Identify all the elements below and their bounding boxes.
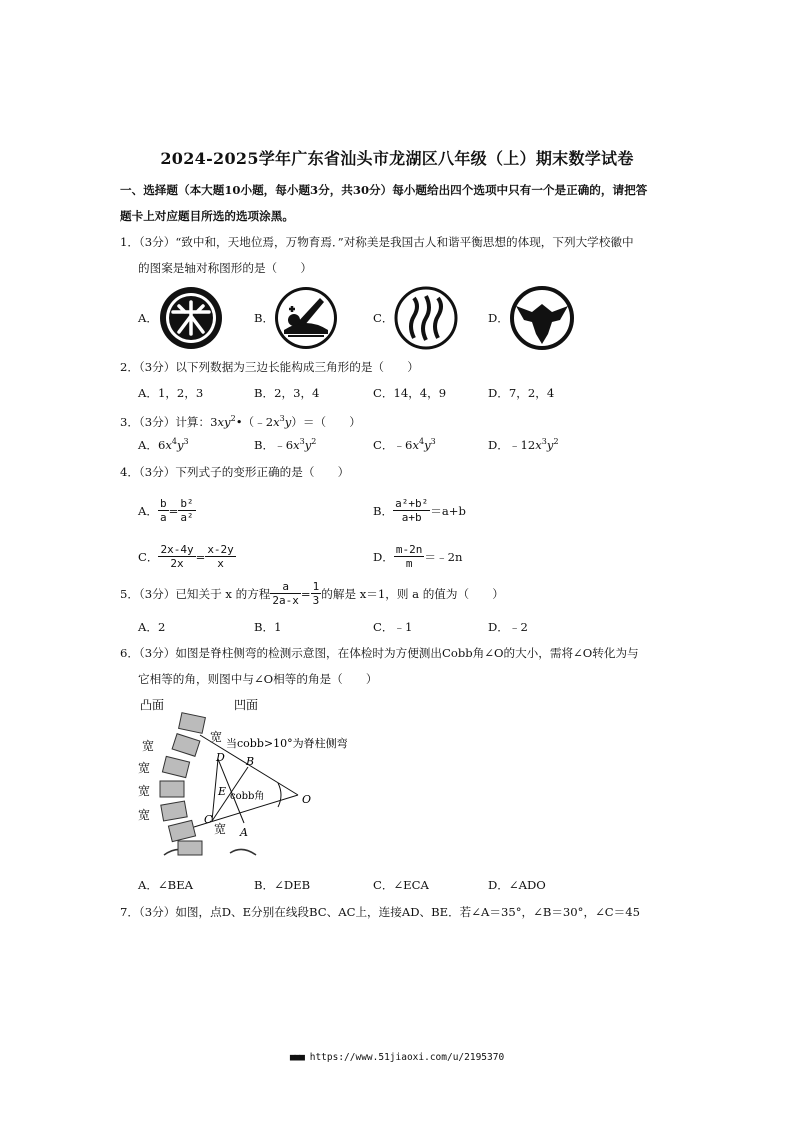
section-line-2: 题卡上对应题目所选的选项涂黑。 [120, 209, 294, 223]
q2-option-c: C．14，4，9 [373, 386, 447, 400]
torch-emblem-icon [274, 286, 338, 350]
q5-option-c: C．﹣1 [373, 620, 413, 634]
vertebra [168, 820, 195, 841]
q4-option-d: D． $\frac{m-2n}{m}$ ＝﹣2n [373, 543, 463, 570]
q6-option-a: A．∠BEA [138, 878, 194, 892]
section-heading [120, 177, 680, 229]
point-c: C [204, 813, 213, 826]
q6-option-b: B．∠DEB [254, 878, 311, 892]
question-2-stem: 2．（3分）以下列数据为三边长能构成三角形的是（ ） [120, 360, 419, 374]
figure-label-wide: 宽 [142, 739, 155, 753]
q3-option-b: B．$﹣6x^3y^2$ [254, 437, 317, 452]
point-a: A [240, 826, 248, 839]
svg-text:宽: 宽 [214, 822, 227, 836]
question-4-stem: 4．（3分）下列式子的变形正确的是（ ） [120, 465, 350, 479]
question-5-stem: 5．（3分）已知关于 x 的方程 $\frac{a}{2a-x}$ = $\frac{1}{3}$ 的解是 x＝1，则 a 的值为（ ） [120, 580, 504, 607]
figure-note: 当cobb>10°为脊柱侧弯 [226, 737, 348, 750]
q2-option-d: D．7，2，4 [488, 386, 555, 400]
page-title: 2024-2025学年广东省汕头市龙湖区八年级（上）期末数学试卷 [160, 149, 634, 168]
question-3-stem: 3．（3分）计算：$3xy^2•(﹣2x^3y)=$（ ） [120, 414, 361, 429]
q6-option-c: C．∠ECA [373, 878, 429, 892]
q4-option-b: B． $\frac{\text{a²+b²}}{a+b}$ ＝a+b [373, 497, 466, 524]
q1-option-d-label: D． [488, 311, 509, 325]
question-7-stem: 7．（3分）如图，点D、E分别在线段BC、AC上，连接AD、BE．若∠A＝35°，∠B＝30°，∠C＝45 [120, 905, 641, 919]
footer-url: ■■■ https://www.51jiaoxi.com/u/2195370 [289, 1052, 505, 1063]
svg-text:宽: 宽 [138, 761, 151, 775]
question-6-line-1: 6．（3分）如图是脊柱侧弯的检测示意图，在体检时为方便测出Cobb角∠O的大小，需将∠O转化为与 [120, 646, 639, 660]
q5-option-b: B．1 [254, 620, 282, 634]
footer-link: https://www.51jiaoxi.com/u/2195370 [309, 1052, 505, 1063]
q2-option-b: B．2，3，4 [254, 386, 320, 400]
point-d: D [216, 751, 225, 764]
q3-option-c: C．$﹣6x^4y^3$ [373, 437, 436, 452]
vertebra [160, 781, 184, 797]
svg-text:宽: 宽 [138, 784, 151, 798]
flame-emblem-icon [394, 286, 458, 350]
q3-option-a: A．$6x^4y^3$ [138, 437, 189, 452]
point-e: E [218, 785, 227, 798]
point-b: B [246, 755, 255, 768]
figure-label-convex: 凸面 [140, 698, 165, 712]
q4-option-a: A． $\frac{b}{a}$ = $\frac{\text{b²}}{\text{a²}}$ [138, 497, 194, 524]
q5-option-d: D．﹣2 [488, 620, 528, 634]
spine-figure [138, 695, 358, 865]
q1-option-c-label: C． [373, 311, 394, 325]
vertebra [161, 801, 187, 821]
q1-option-a-label: A． [138, 311, 158, 325]
svg-text:宽: 宽 [138, 808, 151, 822]
point-o: O [302, 793, 312, 806]
figure-label-concave: 凹面 [234, 698, 259, 712]
cobb-angle-label: cobb角 [230, 791, 265, 802]
svg-text:宽: 宽 [210, 730, 223, 744]
q2-option-a: A．1，2，3 [138, 386, 204, 400]
vertebra [179, 713, 206, 734]
q1-option-b-label: B． [254, 311, 275, 325]
vertebra [178, 841, 202, 855]
question-6-stem [120, 640, 680, 692]
q5-option-a: A．2 [138, 620, 166, 634]
q3-option-d: D．$﹣12x^3y^2$ [488, 437, 559, 452]
question-1-line-1: 1．（3分）“致中和，天地位焉，万物育焉．”对称美是我国古人和谐平衡思想的体现，下列大学校徽中 [120, 235, 634, 249]
eagle-emblem-icon [510, 286, 574, 350]
q6-option-d: D．∠ADO [488, 878, 546, 892]
section-line-1: 一、选择题（本大题10小题，每小题3分，共30分）每小题给出四个选项中只有一个是正确的，请把答 [120, 183, 648, 197]
question-1-line-2: 的图案是轴对称图形的是（ ） [138, 261, 312, 275]
vertebra [172, 734, 200, 757]
question-6-line-2: 它相等的角，则图中与∠O相等的角是（ ） [138, 672, 378, 686]
question-1-stem [120, 229, 680, 281]
peking-emblem-icon [159, 286, 223, 350]
vertebra [162, 756, 189, 777]
q4-option-c: C． $\frac{2x-4y}{2x}$ = $\frac{x-2y}{x}$ [138, 543, 234, 570]
